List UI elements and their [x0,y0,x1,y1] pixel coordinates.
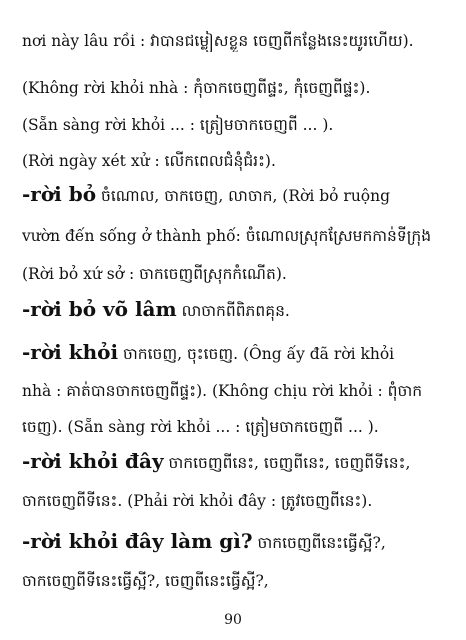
entry-line: (Rời ngày xét xử : លើកពេលជំនុំជំរះ). [22,152,276,170]
entry-line: nơi này lâu rồi : វាបានជម្លៀសខ្លួន ចេញពីកន្លែងនេះយូរហើយ). [22,32,414,50]
headword: -rời bỏ [22,183,97,206]
entry-line: nhà : គាត់បានចាកចេញពីផ្ទះ). (Không chịu rời khỏi : ពុំចាក [22,382,423,400]
entry-line: vườn đến sống ở thành phố: ចំណោលស្រុកស្រែមកកាន់ទីក្រុង [22,227,432,245]
headword: -rời khỏi [22,341,119,364]
entry-line: ចាកចេញពីទីនេះធ្វើស្អី?, ចេញពីនេះធ្វើស្អី?, [22,572,269,590]
entry-line: -rời bỏ ចំណោល, ចាកចេញ, លាចាក, (Rời bỏ ruộng [22,183,391,206]
entry-line: (Không rời khỏi nhà : កុំចាកចេញពីផ្ទះ, កុំចេញពីផ្ទះ). [22,79,371,97]
headword: -rời khỏi đây làm gì? [22,530,253,553]
entry-line: ចាកចេញពីទីនេះ. (Phải rời khỏi đây : ត្រូវចេញពីនេះ). [22,492,373,510]
headword: -rời khỏi đây [22,450,164,473]
entry-line: -rời bỏ võ lâm លាចាកពីពិភពគុន. [22,298,290,321]
page-number: 90 [224,612,242,628]
headword: -rời bỏ võ lâm [22,298,177,321]
entry-line: -rời khỏi ចាកចេញ, ចុះចេញ. (Ông ấy đã rời khỏi [22,341,395,364]
entry-line: -rời khỏi đây ចាកចេញពីនេះ, ចេញពីនេះ, ចេញពីទីនេះ, [22,450,411,473]
entry-line: ចេញ). (Sẵn sàng rời khỏi ... : ត្រៀមចាកចេញពី ... ). [22,418,379,436]
entry-line: (Rời bỏ xứ sở : ចាកចេញពីស្រុកកំណើត). [22,265,287,283]
entry-line: (Sẵn sàng rời khỏi ... : ត្រៀមចាកចេញពី ... ). [22,116,334,134]
entry-line: -rời khỏi đây làm gì? ចាកចេញពីនេះធ្វើស្អី?, [22,530,386,553]
